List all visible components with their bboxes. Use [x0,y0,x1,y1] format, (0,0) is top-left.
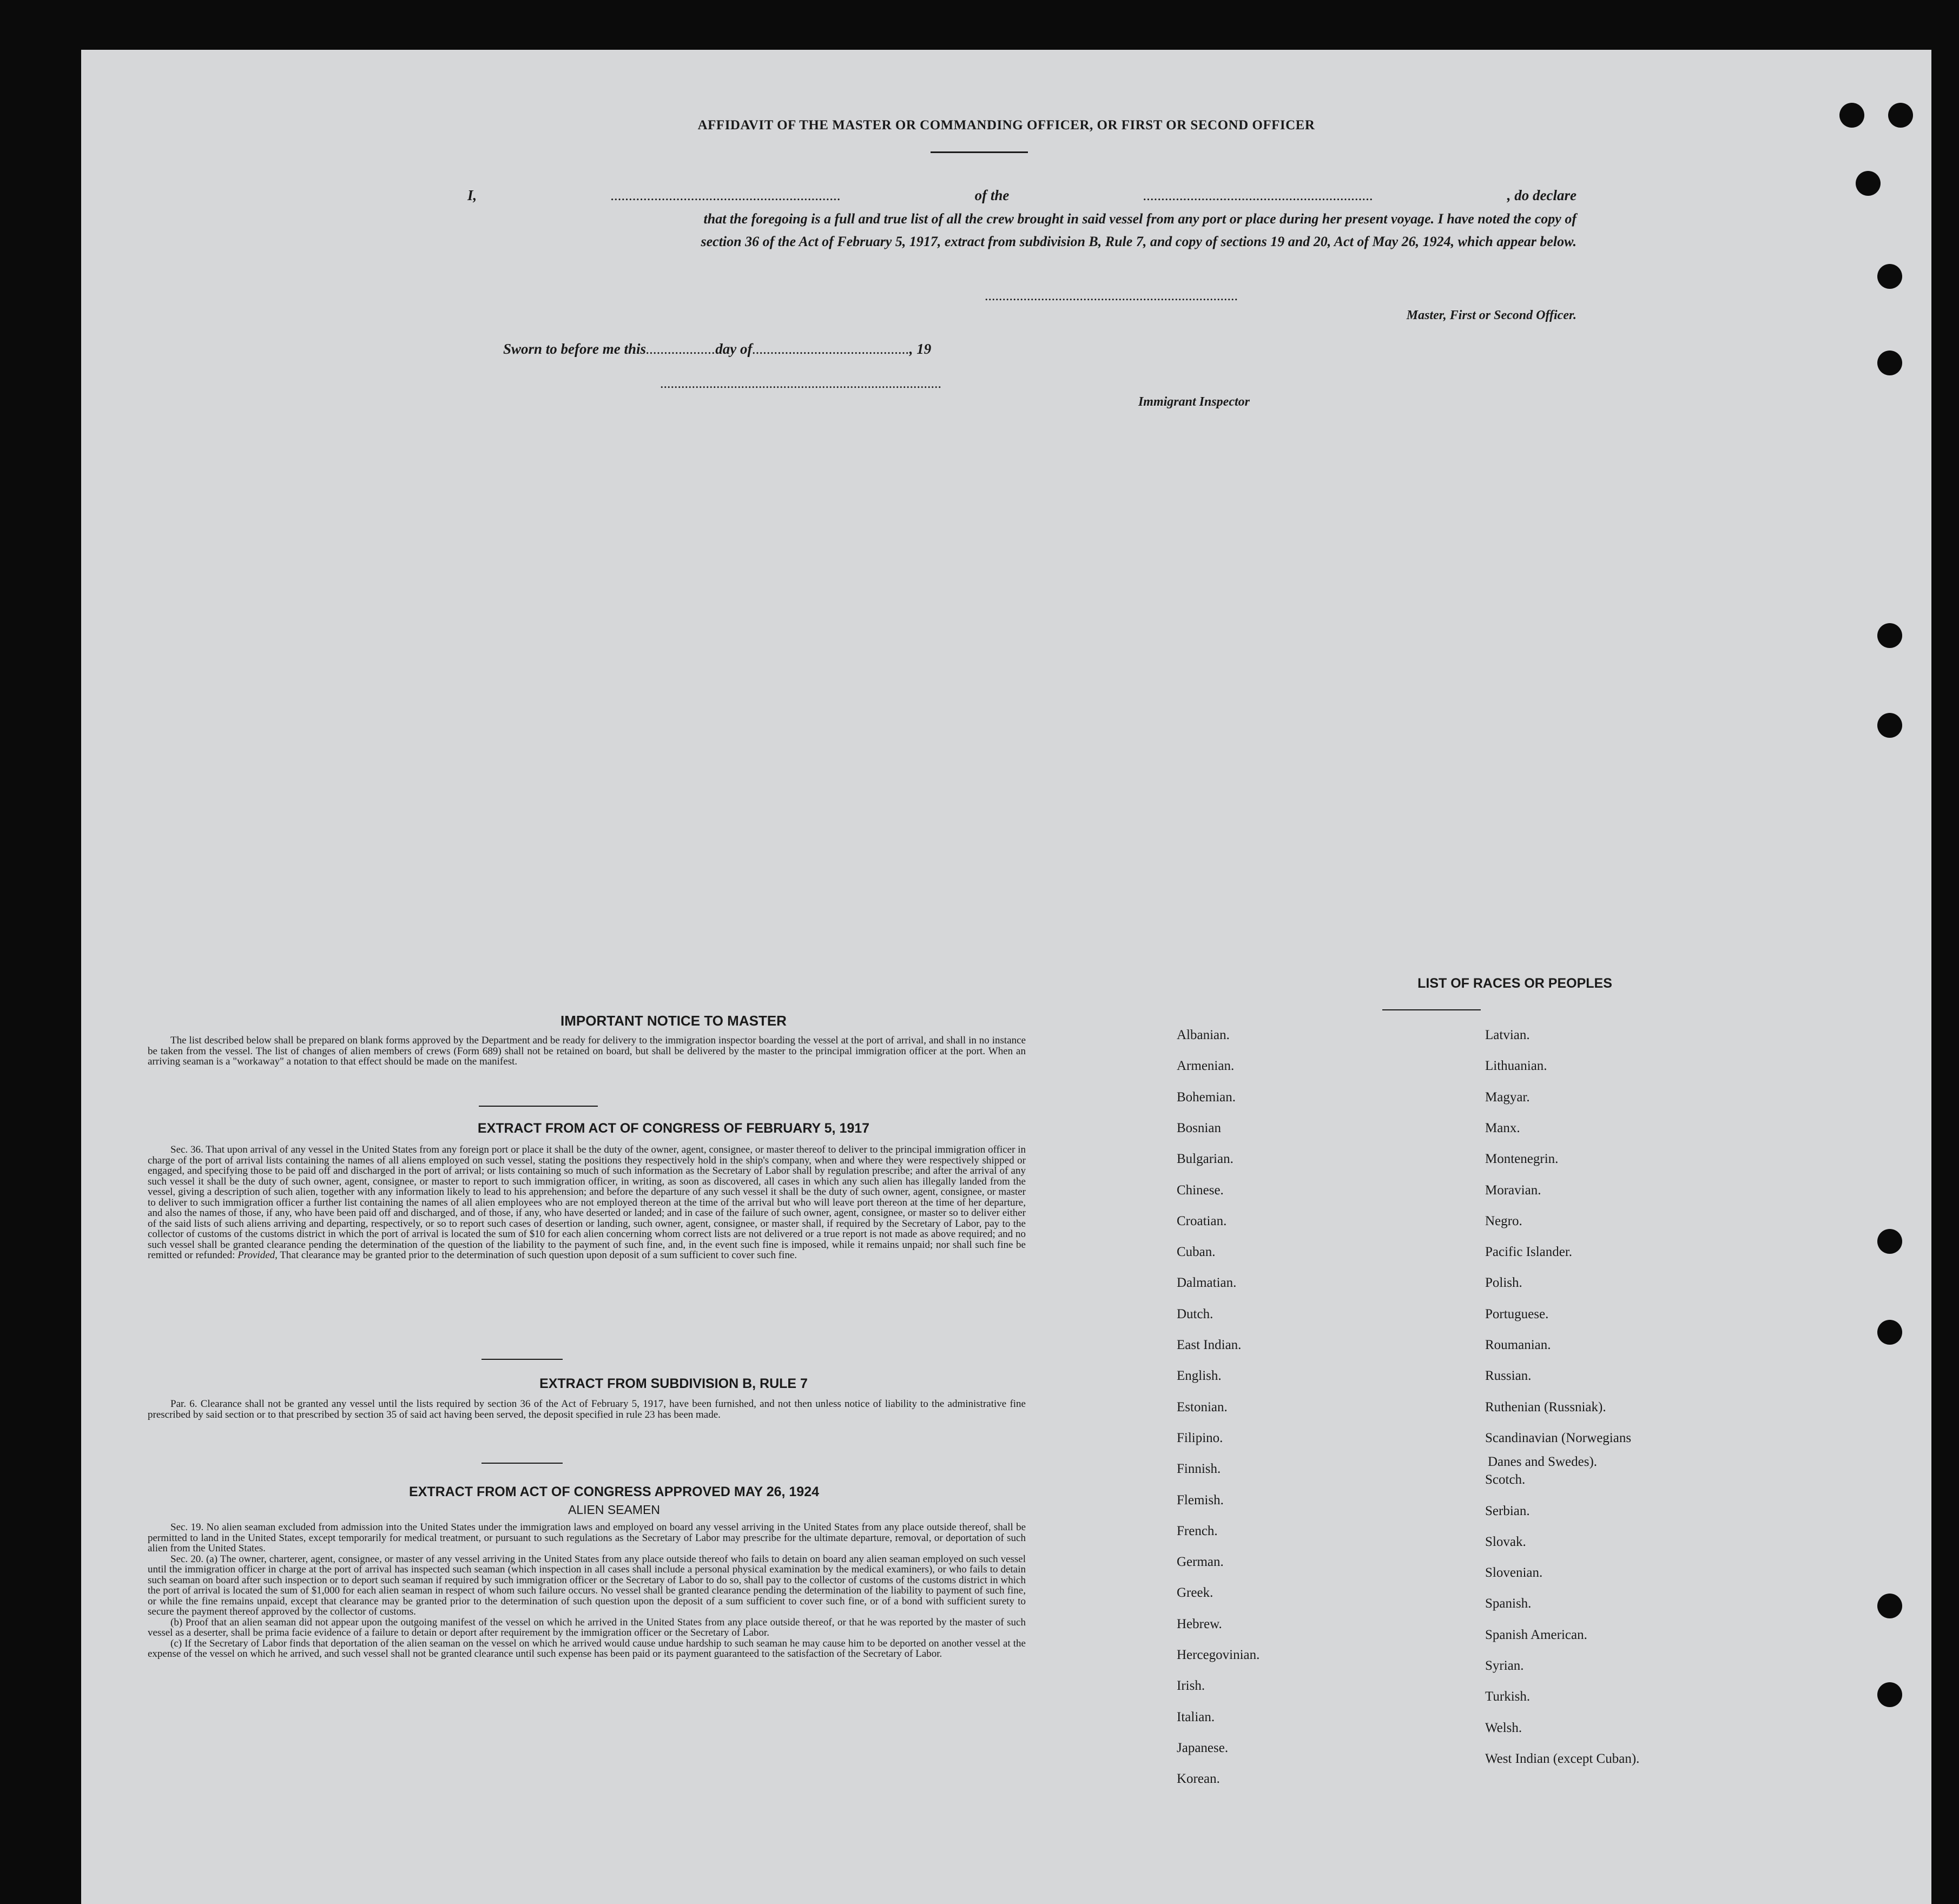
punch-hole [1877,1229,1902,1254]
extract-1924-subtitle: ALIEN SEAMEN [568,1503,660,1517]
race-item: Negro. [1485,1213,1522,1228]
race-item: Moravian. [1485,1182,1541,1198]
affidavit-of-the: of the [974,187,1010,203]
race-item: Cuban. [1177,1245,1216,1260]
race-item: German. [1177,1555,1224,1570]
sec-19 [148,1522,1026,1554]
sworn-line [503,341,931,358]
master-name-dots: ............................................................... [610,187,841,203]
race-item: Albanian. [1177,1028,1230,1042]
punch-hole [1877,1594,1902,1618]
race-item: Filipino. [1177,1430,1223,1445]
sec-20-b: (b) Proof that an alien seaman did not appear upon the outgoing manifest of the vessel on which he arrived in the United States from any place outside thereof, or that he was reported by the master of such vessel as a deserter, shall be prima facie evidence of a failure to detain or deport after requirement by the immigration officer or the Secretary of Labor. [148,1616,1026,1638]
race-item: West Indian (except Cuban). [1485,1751,1640,1766]
punch-hole [1839,103,1864,128]
sec-20-c: (c) If the Secretary of Labor finds that deportation of the alien seaman on the vessel on which he arrived would cause undue hardship to such seaman he may cause him to be deported on another vessel at the expense of the vessel on which he arrived, and such vessel shall not be granted clearance until such expense has been paid or its payment guaranteed to the satisfaction of the Secretary of Labor. [148,1637,1026,1660]
race-item: Roumanian. [1485,1338,1551,1352]
race-item: English. [1177,1368,1222,1384]
inspector-dots: ................................................................................ [660,375,941,391]
race-item: Danes and Swedes). [1488,1454,1598,1469]
sworn-year: , 19 [909,341,932,357]
punch-hole [1888,103,1913,128]
sec-19-label: Sec. 19. [170,1522,204,1533]
race-item: Japanese. [1177,1740,1229,1755]
sworn-month-dots: ........................................... [752,341,909,357]
inspector-label: Immigrant Inspector [1138,395,1250,409]
race-item: Slovenian. [1485,1565,1543,1581]
affidavit-title-rule [931,151,1028,153]
race-item: Bulgarian. [1177,1152,1234,1167]
affidavit-do-declare: , do declare [1507,187,1577,203]
punch-hole [1877,1320,1902,1345]
punch-hole [1877,713,1902,738]
race-item: Greek. [1177,1585,1213,1601]
race-item: Manx. [1485,1120,1520,1135]
race-item: Latvian. [1485,1028,1530,1042]
race-item: Chinese. [1177,1182,1224,1198]
race-item: French. [1177,1523,1218,1538]
race-item: East Indian. [1177,1338,1242,1352]
race-item: Spanish. [1485,1596,1532,1611]
race-item: Irish. [1177,1678,1205,1694]
affidavit-line-3: section 36 of the Act of February 5, 1917, extract from subdivision B, Rule 7, and copy of sections 19 and 20, Act of May 26, 1924, which appear below. [701,234,1577,249]
race-item: Dalmatian. [1177,1275,1237,1291]
race-item: Bosnian [1177,1120,1221,1135]
punch-hole [1877,623,1902,648]
punch-hole [1877,264,1902,289]
races-title: LIST OF RACES OR PEOPLES [1417,976,1612,991]
race-item: Montenegrin. [1485,1152,1559,1167]
race-item: Serbian. [1485,1503,1530,1518]
affidavit-title: AFFIDAVIT OF THE MASTER OR COMMANDING OFFICER, OR FIRST OR SECOND OFFICER [697,118,1315,133]
sworn-day-of: day of [715,341,753,357]
race-item: Russian. [1485,1368,1532,1384]
sworn-day-dots: ................... [646,341,716,357]
races-title-rule [1382,1009,1481,1010]
race-item: Hercegovinian. [1177,1648,1260,1662]
punch-hole [1856,171,1881,196]
race-item: Scotch. [1485,1472,1526,1488]
rule-7-body: Par. 6. Clearance shall not be granted any vessel until the lists required by section 36 of the Act of February 5, 1917, have been furnished, and not then unless notice of liability to the administrative fine prescribed by said section or to that prescribed by section 35 of said act having been served, the deposit specified in rule 23 has been made. [148,1398,1026,1420]
race-item: Dutch. [1177,1306,1213,1321]
race-item: Scandinavian (Norwegians [1485,1430,1632,1445]
affidavit-line-1 [467,187,1577,204]
race-item: Korean. [1177,1771,1220,1787]
race-item: Syrian. [1485,1658,1524,1674]
sec-20-label: Sec. 20. [170,1553,203,1565]
notice-body: The list described below shall be prepared on blank forms approved by the Department and be ready for delivery to the immigration inspector boarding the vessel at the port of arrival, and shall in no instance be taken from the vessel. The list of changes of alien members of crews (Form 689) shall not be retained on board, but shall be delivered by the master to the principal immigration officer at the port. When an arriving seaman is a "workaway" a notation to that effect should be made on the manifest. [148,1035,1026,1067]
punch-hole [1877,1682,1902,1707]
extract-1917-body [148,1145,1026,1261]
affidavit-i: I, [467,187,477,203]
notice-rule [479,1106,598,1107]
sec-36-text: That upon arrival of any vessel in the United States from any foreign port or place it shall be the duty of the owner, agent, consignee, or master thereof to deliver to the principal immigration officer in charge of the port of arrival lists containing the names of all aliens employed on such vessel, stating the positions they respectively hold in the ship's company, when and where they were respectively shipped or engaged, and specifying those to be paid off and discharged in the port of arrival; or lists containing so much of such information as the Secretary of Labor shall by regulation prescribe; and after the arrival of any such vessel it shall be the duty of such owner, agent, consignee, or master to report to such immigration officer, in writing, as soon as discovered, all cases in which any such alien has illegally landed from the vessel, giving a description of such alien, together with any information likely to lead to his apprehension; and before the departure of any such vessel it shall be the duty of such owner, agent, consignee, or master to deliver to such immigration officer a further list containing the names of all alien employees who are not employed thereon at the time of the arrival but who will leave port thereon at the time of her departure, and also the names of those, if any, who have been paid off and discharged, and of those, if any, who have deserted or landed; and in case of the failure of such owner, agent, consignee, or master so to deliver either of the said lists of such aliens arriving and departing, respectively, or so to report such cases of desertion or landing, such owner, agent, consignee, or master shall, if required by the Secretary of Labor, pay to the collector of customs of the customs district in which the port of arrival is located the sum of $10 for each alien concerning whom correct lists are not delivered or a true report is not made as above required; and no such vessel shall be granted clearance pending the determination of the question of the liability to the payment of such fine, and, in the event such fine is imposed, while it remains unpaid; nor shall such fine be remitted or refunded: [148,1144,1026,1261]
race-item: Hebrew. [1177,1616,1222,1631]
race-item: Turkish. [1485,1689,1531,1704]
race-item: Italian. [1177,1709,1215,1724]
proviso-label: Provided, [238,1250,278,1261]
race-item: Lithuanian. [1485,1059,1547,1074]
race-item: Finnish. [1177,1462,1221,1477]
signature-dots: ........................................................................ [985,288,1238,303]
race-item: Bohemian. [1177,1089,1236,1105]
race-item: Portuguese. [1485,1306,1549,1321]
rule-7-title: EXTRACT FROM SUBDIVISION B, RULE 7 [539,1376,808,1391]
race-item: Pacific Islander. [1485,1245,1573,1260]
race-item: Welsh. [1485,1720,1522,1735]
rule-7-rule [481,1463,563,1464]
extract-1917-title: EXTRACT FROM ACT OF CONGRESS OF FEBRUARY 5, 1917 [477,1121,870,1136]
sworn-text: Sworn to before me this [503,341,647,357]
punch-hole [1877,351,1902,375]
race-item: Magyar. [1485,1089,1530,1105]
sec-19-text: No alien seaman excluded from admission into the United States under the immigration laws and employed on board any vessel arriving in the United States from any place outside thereof, shall be permitted to land in the United States, except temporarily for medical treatment, or pursuant to such regulations as the Secretary of Labor may prescribe for the ultimate departure, removal, or deportation of such alien from the United States. [148,1522,1026,1554]
extract-1924-body [148,1522,1026,1660]
sec-36-label: Sec. 36. [170,1144,203,1155]
affidavit-line-2: that the foregoing is a full and true list of all the crew brought in said vessel from any port or place during her present voyage. I have noted the copy of [703,211,1577,227]
sec-20-a-text: (a) The owner, charterer, agent, consignee, or master of any vessel arriving in the United States from any place outside thereof who fails to detain on board any alien seaman employed on such vessel until the immigration officer in charge at the port of arrival has inspected such seaman (which inspection in all cases shall include a personal physical examination by the medical examiners), or who fails to detain such seaman on board after such inspection or to deport such seaman if required by such immigration officer or the Secretary of Labor to do so, shall pay to the collector of customs of the customs district in which the port of arrival is located the sum of $1,000 for each alien seaman in respect of whom such failure occurs. No vessel shall be granted clearance pending the determination of the liability to payment of such fine, or while the fine remains unpaid, except that clearance may be granted prior to the determination of such question upon the deposit of a sum sufficient to cover such fine, or of a bond with sufficient surety to secure the payment thereof approved by the collector of customs. [148,1553,1026,1617]
signature-label: Master, First or Second Officer. [1406,308,1577,322]
race-item: Spanish American. [1485,1627,1587,1642]
proviso-text: That clearance may be granted prior to the determination of such question upon deposit of a sum sufficient to cover such fine. [280,1250,797,1261]
extract-1924-title: EXTRACT FROM ACT OF CONGRESS APPROVED MAY 26, 1924 [408,1484,820,1499]
document-page [81,50,1931,1904]
race-item: Armenian. [1177,1059,1235,1074]
notice-title: IMPORTANT NOTICE TO MASTER [560,1013,787,1029]
race-item: Ruthenian (Russniak). [1485,1399,1606,1414]
extract-1917-rule [481,1359,563,1360]
race-item: Flemish. [1177,1492,1224,1508]
sec-20-a [148,1554,1026,1617]
race-item: Estonian. [1177,1399,1228,1414]
race-item: Polish. [1485,1275,1522,1291]
vessel-name-dots: ............................................................... [1143,187,1374,203]
race-item: Slovak. [1485,1534,1526,1549]
race-item: Croatian. [1177,1213,1227,1228]
